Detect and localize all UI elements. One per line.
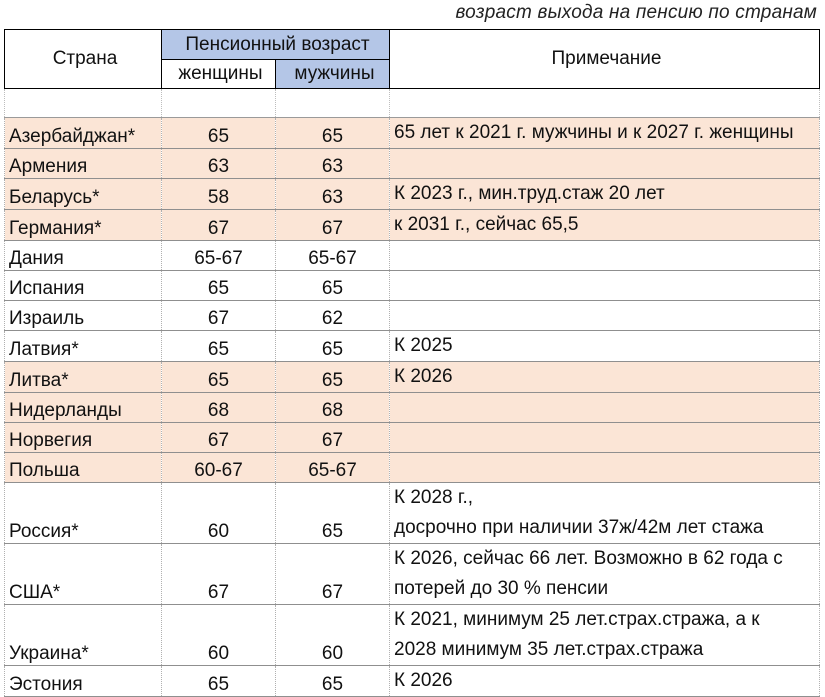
- empty-cell: [390, 89, 820, 118]
- table-row: [5, 149, 820, 179]
- cell-note: [390, 605, 820, 666]
- cell-women-age: 65: [162, 271, 276, 301]
- cell-country: Латвия*: [5, 331, 162, 362]
- cell-women-age: 68: [162, 393, 276, 423]
- note-line: К 2026: [394, 366, 453, 387]
- cell-women-age: 67: [162, 210, 276, 241]
- cell-men-age: 68: [276, 393, 390, 423]
- cell-women-age: 60: [162, 605, 276, 666]
- header-men: мужчины: [276, 60, 390, 89]
- table-row: [5, 605, 820, 666]
- note-line: К 2026: [394, 670, 453, 691]
- table-row: [5, 210, 820, 241]
- note-line: к 2031 г., сейчас 65,5: [394, 214, 579, 235]
- cell-women-age: 67: [162, 544, 276, 605]
- header-women: женщины: [162, 60, 276, 89]
- table-row: [5, 179, 820, 210]
- cell-note: [390, 118, 820, 149]
- cell-country: Армения: [5, 149, 162, 179]
- cell-note: [390, 393, 820, 423]
- cell-women-age: 58: [162, 179, 276, 210]
- cell-men-age: 65: [276, 362, 390, 393]
- cell-men-age: 60: [276, 605, 390, 666]
- cell-note: [390, 301, 820, 331]
- cell-note: [390, 666, 820, 697]
- note-line: К 2023 г., мин.труд.стаж 20 лет: [394, 183, 665, 204]
- cell-note: [390, 483, 820, 544]
- cell-country: Украина*: [5, 605, 162, 666]
- cell-women-age: 65: [162, 118, 276, 149]
- cell-men-age: 63: [276, 179, 390, 210]
- cell-men-age: 65: [276, 271, 390, 301]
- cell-country: Беларусь*: [5, 179, 162, 210]
- note-line: 2028 минимум 35 лет.страх.стража: [394, 639, 704, 660]
- cell-country: Эстония: [5, 666, 162, 697]
- cell-country: Дания: [5, 241, 162, 271]
- table-row: [5, 271, 820, 301]
- cell-men-age: 67: [276, 544, 390, 605]
- cell-women-age: 60-67: [162, 453, 276, 483]
- table-row: [5, 331, 820, 362]
- table-row: [5, 301, 820, 331]
- note-line: К 2026, сейчас 66 лет. Возможно в 62 года с: [394, 548, 783, 569]
- table-caption: возраст выхода на пенсию по странам: [455, 2, 817, 23]
- table-row: [5, 362, 820, 393]
- cell-women-age: 63: [162, 149, 276, 179]
- cell-note: [390, 544, 820, 605]
- cell-country: Литва*: [5, 362, 162, 393]
- table-row: [5, 544, 820, 605]
- cell-country: Россия*: [5, 483, 162, 544]
- cell-note: [390, 331, 820, 362]
- cell-note: [390, 210, 820, 241]
- cell-men-age: 65: [276, 331, 390, 362]
- cell-men-age: 62: [276, 301, 390, 331]
- note-line: досрочно при наличии 37ж/42м лет стажа: [394, 517, 764, 538]
- cell-men-age: 65-67: [276, 241, 390, 271]
- cell-note: [390, 362, 820, 393]
- cell-note: [390, 149, 820, 179]
- note-line: 65 лет к 2021 г. мужчины и к 2027 г. женщины: [394, 122, 794, 143]
- cell-men-age: 67: [276, 423, 390, 453]
- table-row: [5, 393, 820, 423]
- table-row: [5, 423, 820, 453]
- header-country: Страна: [5, 30, 162, 89]
- cell-women-age: 60: [162, 483, 276, 544]
- cell-women-age: 65: [162, 362, 276, 393]
- cell-note: [390, 271, 820, 301]
- cell-country: Польша: [5, 453, 162, 483]
- cell-note: [390, 423, 820, 453]
- table-row: [5, 483, 820, 544]
- empty-row: [5, 89, 820, 118]
- cell-country: Азербайджан*: [5, 118, 162, 149]
- note-line: К 2028 г.,: [394, 487, 474, 508]
- cell-women-age: 65: [162, 331, 276, 362]
- table-row: [5, 241, 820, 271]
- table-row: [5, 453, 820, 483]
- header-note: Примечание: [390, 30, 820, 89]
- cell-country: Нидерланды: [5, 393, 162, 423]
- cell-men-age: 67: [276, 210, 390, 241]
- cell-note: [390, 241, 820, 271]
- note-line: К 2025: [394, 335, 453, 356]
- cell-country: Германия*: [5, 210, 162, 241]
- note-line: К 2021, минимум 25 лет.страх.стража, а к: [394, 609, 760, 630]
- cell-country: Норвегия: [5, 423, 162, 453]
- cell-men-age: 65: [276, 118, 390, 149]
- pension-age-table: [4, 29, 820, 697]
- cell-women-age: 67: [162, 301, 276, 331]
- table-row: [5, 118, 820, 149]
- cell-country: Испания: [5, 271, 162, 301]
- cell-men-age: 65-67: [276, 453, 390, 483]
- cell-note: [390, 179, 820, 210]
- cell-men-age: 65: [276, 666, 390, 697]
- cell-country: США*: [5, 544, 162, 605]
- empty-cell: [5, 89, 162, 118]
- cell-men-age: 65: [276, 483, 390, 544]
- cell-note: [390, 453, 820, 483]
- cell-women-age: 65-67: [162, 241, 276, 271]
- cell-men-age: 63: [276, 149, 390, 179]
- note-line: потерей до 30 % пенсии: [394, 578, 609, 599]
- empty-cell: [162, 89, 276, 118]
- header-pension-age: Пенсионный возраст: [162, 30, 390, 60]
- cell-women-age: 65: [162, 666, 276, 697]
- cell-women-age: 67: [162, 423, 276, 453]
- table-row: [5, 666, 820, 697]
- empty-cell: [276, 89, 390, 118]
- cell-country: Израиль: [5, 301, 162, 331]
